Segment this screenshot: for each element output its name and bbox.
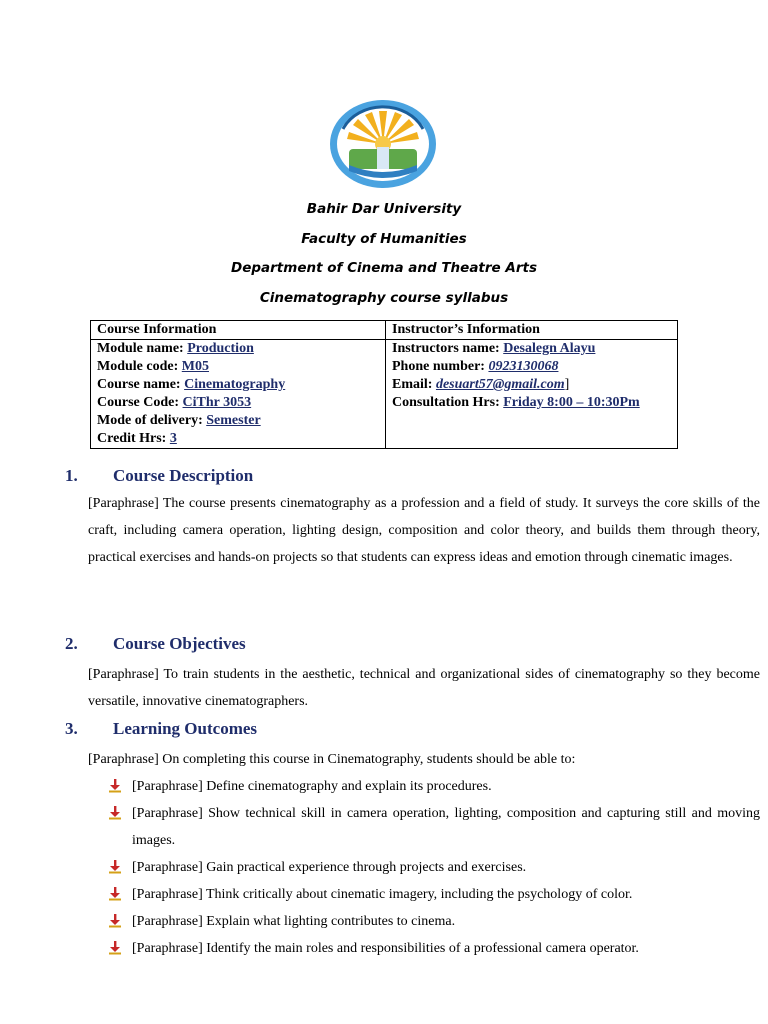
email-line: [392, 376, 671, 394]
instructor-info-header: Instructor’s Information: [386, 321, 678, 340]
instructor-name-line: [392, 340, 671, 358]
instructor-name-value: Desalegn Alayu: [503, 341, 596, 356]
section-title: Course Description: [113, 466, 254, 485]
course-code-line: [97, 394, 379, 412]
section-heading-course-description: [65, 466, 253, 486]
phone-line: [392, 358, 671, 376]
course-description-text: [Paraphrase] The course presents cinematography as a profession and a field of study. It surveys the core skills of the craft, including camera operation, lighting design, composition and color theory, and builds them through theory, practical exercises and hands-on projects so that students can express ideas and emotion through cinematic images.: [88, 496, 760, 565]
course-objectives-text: [Paraphrase] To train students in the aesthetic, technical and organizational sides of cinematography so they become versatile, innovative cinematographers.: [88, 667, 760, 709]
phone-value: 0923130068: [488, 359, 559, 374]
university-name: Bahir Dar University: [306, 201, 462, 217]
course-name-value: Cinematography: [184, 377, 286, 392]
learning-outcomes-list: [108, 773, 760, 962]
university-seal-icon: [329, 99, 437, 189]
consultation-label: Consultation Hrs:: [392, 395, 504, 410]
module-code-label: Module code:: [97, 359, 182, 374]
module-name-label: Module name:: [97, 341, 188, 356]
phone-label: Phone number:: [392, 359, 489, 374]
instructor-info-cell: [386, 340, 678, 449]
section-title: Course Objectives: [113, 634, 246, 653]
down-arrow-bullet-icon: [108, 887, 122, 901]
instructor-name-label: Instructors name:: [392, 341, 504, 356]
credit-line: [97, 430, 379, 448]
course-code-label: Course Code:: [97, 395, 183, 410]
down-arrow-bullet-icon: [108, 806, 122, 820]
section-heading-course-objectives: [65, 634, 246, 654]
delivery-label: Mode of delivery:: [97, 413, 207, 428]
info-table-header-row: [91, 321, 678, 340]
module-name-line: [97, 340, 379, 358]
department-name: Department of Cinema and Theatre Arts: [231, 260, 537, 276]
list-item: [108, 908, 760, 935]
info-table-body-row: [91, 340, 678, 449]
section-number: 2.: [65, 634, 78, 653]
delivery-value: Semester: [206, 413, 261, 428]
course-info-cell: [91, 340, 386, 449]
down-arrow-bullet-icon: [108, 914, 122, 928]
outcome-text: [Paraphrase] Show technical skill in camera operation, lighting, composition and capturing still and moving images.: [132, 806, 760, 848]
section-number: 3.: [65, 719, 78, 738]
email-link[interactable]: desuart57@gmail.com: [435, 377, 565, 392]
learning-outcomes-intro: [Paraphrase] On completing this course in Cinematography, students should be able to:: [88, 752, 576, 767]
credit-label: Credit Hrs:: [97, 431, 170, 446]
email-suffix: ]: [564, 377, 570, 392]
course-name-line: [97, 376, 379, 394]
list-item: [108, 881, 760, 908]
outcome-text: [Paraphrase] Think critically about cinematic imagery, including the psychology of color.: [132, 887, 633, 902]
consultation-value: Friday 8:00 – 10:30Pm: [503, 395, 640, 410]
delivery-line: [97, 412, 379, 430]
course-info-header: Course Information: [91, 321, 386, 340]
consultation-line: [392, 394, 671, 412]
outcome-text: [Paraphrase] Explain what lighting contributes to cinema.: [132, 914, 456, 929]
outcome-text: [Paraphrase] Define cinematography and explain its procedures.: [132, 779, 492, 794]
list-item: [108, 773, 760, 800]
list-item: [108, 854, 760, 881]
module-name-value: Production: [187, 341, 254, 356]
course-code-value: CiThr 3053: [182, 395, 252, 410]
outcome-text: [Paraphrase] Identify the main roles and responsibilities of a professional camera operator.: [132, 941, 639, 956]
module-code-value: M05: [181, 359, 209, 374]
list-item: [108, 935, 760, 962]
down-arrow-bullet-icon: [108, 779, 122, 793]
email-label: Email:: [392, 377, 436, 392]
section-number: 1.: [65, 466, 78, 485]
course-name-label: Course name:: [97, 377, 185, 392]
course-info-table: [90, 320, 678, 449]
syllabus-title: Cinematography course syllabus: [259, 289, 509, 306]
outcome-text: [Paraphrase] Gain practical experience through projects and exercises.: [132, 860, 527, 875]
down-arrow-bullet-icon: [108, 941, 122, 955]
list-item: [108, 800, 760, 854]
section-heading-learning-outcomes: [65, 719, 257, 739]
down-arrow-bullet-icon: [108, 860, 122, 874]
faculty-name: Faculty of Humanities: [301, 230, 467, 247]
document-header: [0, 198, 768, 316]
section-title: Learning Outcomes: [113, 719, 258, 738]
credit-value: 3: [169, 431, 177, 446]
module-code-line: [97, 358, 379, 376]
